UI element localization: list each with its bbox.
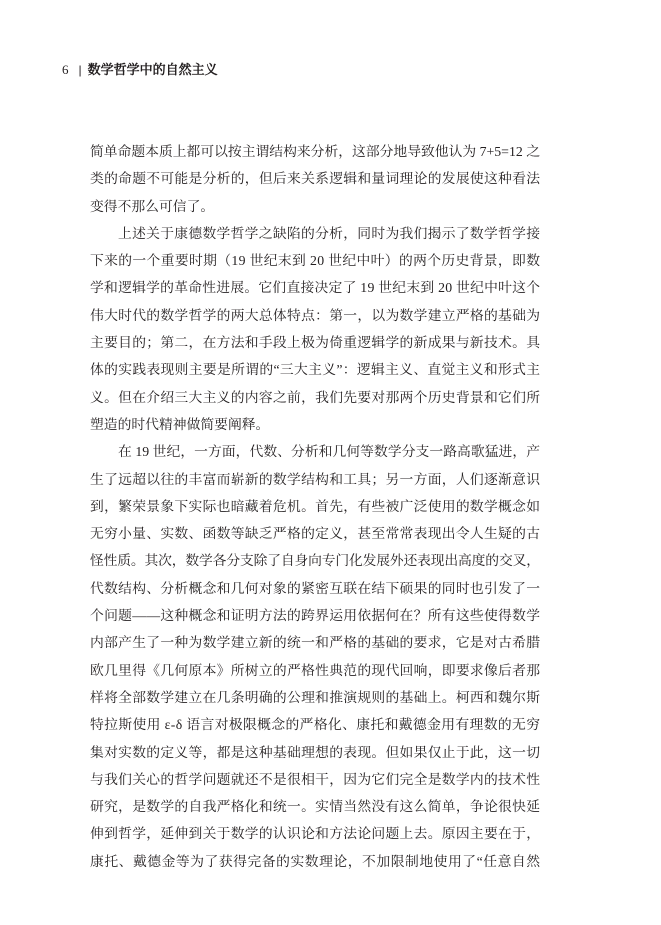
text-line: 集对实数的定义等，都是这种基础理想的表现。但如果仅止于此，这一切 xyxy=(90,744,541,760)
text-line: 生了远超以往的丰富而崭新的数学结构和工具；另一方面，人们逐渐意识 xyxy=(90,471,541,487)
body-text xyxy=(90,138,540,875)
text-line: 到，繁荣景象下实际也暗藏着危机。首先，有些被广泛使用的数学概念如 xyxy=(90,498,541,514)
text-line: 个问题——这种概念和证明方法的跨界运用依据何在？所有这些使得数学 xyxy=(90,608,541,624)
text-line: 下来的一个重要时期（19 世纪末到 20 世纪中叶）的两个历史背景，即数 xyxy=(90,253,541,269)
text-line: 内部产生了一种为数学建立新的统一和严格的基础的要求，它是对古希腊 xyxy=(90,635,541,651)
text-line: 简单命题本质上都可以按主谓结构来分析，这部分地导致他认为 7+5=12 之 xyxy=(90,144,540,159)
text-line: 怪性质。其次，数学各分支除了自身向专门化发展外还表现出高度的交叉， xyxy=(90,553,540,569)
text-line: 塑造的时代精神做简要阐释。 xyxy=(90,416,270,432)
running-title: 数学哲学中的自然主义 xyxy=(87,62,218,77)
text-line: 学和逻辑学的革命性进展。它们直接决定了 19 世纪末到 20 世纪中叶这个 xyxy=(90,280,541,296)
text-line: 变得不那么可信了。 xyxy=(90,198,215,214)
text-line: 样将全部数学建立在几条明确的公理和推演规则的基础上。柯西和魏尔斯 xyxy=(90,689,541,705)
text-line: 欧几里得《几何原本》所树立的严格性典范的现代回响，即要求像后者那 xyxy=(90,662,541,678)
text-line: 特拉斯使用 ε-δ 语言对极限概念的严格化、康托和戴德金用有理数的无穷 xyxy=(90,717,541,733)
text-line: 义。但在介绍三大主义的内容之前，我们先要对那两个历史背景和它们所 xyxy=(90,389,541,405)
text-line: 伸到哲学，延伸到关于数学的认识论和方法论问题上去。原因主要在于， xyxy=(90,826,541,842)
text-line: 类的命题不可能是分析的，但后来关系逻辑和量词理论的发展使这种看法 xyxy=(90,171,541,187)
text-line: 康托、戴德金等为了获得完备的实数理论，不加限制地使用了“任意自然 xyxy=(90,853,541,869)
paragraph-3 xyxy=(90,438,540,875)
text-line: 上述关于康德数学哲学之缺陷的分析，同时为我们揭示了数学哲学接 xyxy=(118,225,541,241)
page-number: 6 xyxy=(62,62,69,77)
text-line: 代数结构、分析概念和几何对象的紧密互联在结下硕果的同时也引发了一 xyxy=(90,580,541,596)
text-line: 体的实践表现则主要是所谓的“三大主义”：逻辑主义、直觉主义和形式主 xyxy=(90,362,541,378)
text-line: 伟大时代的数学哲学的两大总体特点：第一，以为数学建立严格的基础为 xyxy=(90,307,541,323)
paragraph-1 xyxy=(90,138,540,220)
text-line: 主要目的；第二，在方法和手段上极为倚重逻辑学的新成果与新技术。具 xyxy=(90,335,541,351)
text-line: 研究，是数学的自我严格化和统一。实情当然没有这么简单，争论很快延 xyxy=(90,799,541,815)
text-line: 无穷小量、实数、函数等缺乏严格的定义，甚至常常表现出令人生疑的古 xyxy=(90,526,541,542)
text-line: 与我们关心的哲学问题就还不是很相干，因为它们完全是数学内的技术性 xyxy=(90,771,541,787)
header-separator: | xyxy=(78,63,82,77)
running-head xyxy=(62,61,218,79)
paragraph-2 xyxy=(90,220,540,438)
text-line: 在 19 世纪，一方面，代数、分析和几何等数学分支一路高歌猛进，产 xyxy=(118,444,541,460)
